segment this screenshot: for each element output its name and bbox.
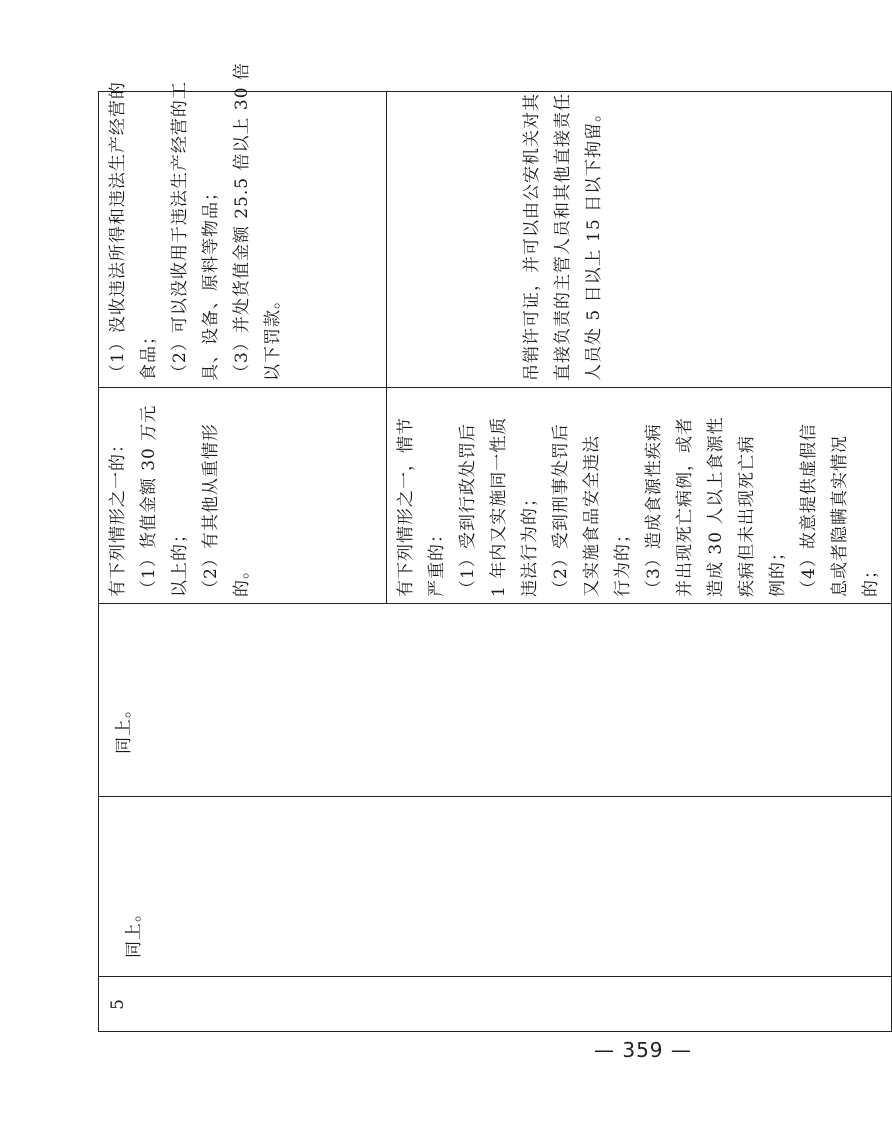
penalty-line: 食品； [139,327,159,381]
penalty-line: 以下罚款。 [263,291,283,381]
serious-circumstance-line: 行为的； [613,525,633,597]
penalty-measures-cell [99,62,387,388]
circumstance-line: 的。 [232,561,252,597]
page-number: — 359 — [594,1038,692,1062]
serious-penalty-cell [387,92,892,388]
serious-circumstance-line: （2）受到刑事处罚后 [551,423,571,597]
penalty-line: 具、设备、原料等物品； [201,183,221,381]
penalty-line: （1）没收违法所得和违法生产经营的 [108,81,128,381]
serious-circumstances-cell [387,388,892,604]
serious-circumstance-line: （1）受到行政处罚后 [458,423,478,597]
circumstance-line: 有下列情形之一的： [108,435,128,597]
circumstance-cell [99,797,892,977]
serious-circumstance-line: 有下列情形之一，情节 [396,417,416,597]
serious-circumstance-line: 严重的： [427,525,447,597]
serious-penalty-line: 直接负责的主管人员和其他直接责任 [553,93,573,381]
serious-circumstance-line: 例的； [768,543,788,597]
serious-circumstance-line: 1 年内又实施同一性质 [489,416,509,597]
serious-penalty-line: 人员处 5 日以上 15 日以下拘留。 [584,103,604,381]
serious-penalty-line: 吊销许可证，并可以由公安机关对其 [522,93,542,381]
aggravating-circumstances-cell [99,388,387,604]
serious-circumstance-line: 并出现死亡病例，或者 [675,417,695,597]
serious-circumstance-line: 息或者隐瞒真实情况 [830,435,850,597]
serious-circumstance-line: 的； [861,561,881,597]
serious-circumstance-line: 造成 30 人以上食源性 [706,416,726,597]
row-index: 5 [108,998,128,1010]
serious-circumstance-line: 又实施食品安全违法 [582,435,602,597]
serious-circumstance-line: 违法行为的； [520,489,540,597]
serious-circumstance-line: （4）故意提供虚假信 [799,423,819,597]
circumstance-line: （2）有其他从重情形 [201,423,221,597]
row-index-cell [99,977,892,1032]
same-as-above-text-2: 同上。 [114,700,134,754]
serious-circumstance-line: （3）造成食源性疾病 [644,423,664,597]
penalty-line: （3）并处货值金额 25.5 倍以上 30 倍 [232,62,252,381]
same-as-above-text: 同上。 [124,904,144,958]
circumstance-line: （1）货值金额 30 万元 [139,404,159,597]
circumstance-line: 以上的； [170,525,190,597]
penalty-table [98,62,892,1032]
rotated-table-sheet [98,62,881,1032]
penalty-line: （2）可以没收用于违法生产经营的工 [170,81,190,381]
serious-circumstance-line: 疾病但未出现死亡病 [737,435,757,597]
standard-cell [99,604,892,797]
